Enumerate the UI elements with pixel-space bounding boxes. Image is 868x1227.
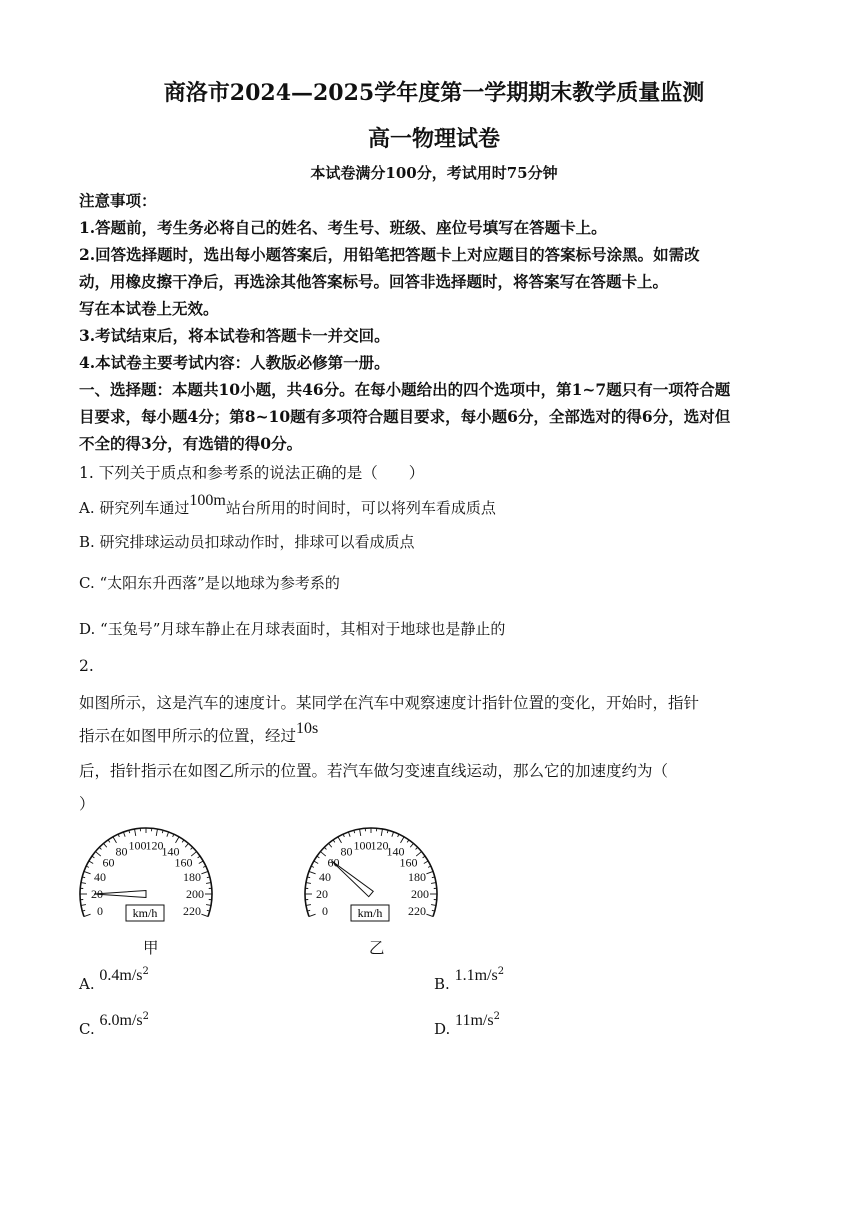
option-a-text-end: 站台所用的时间时，可以将列车看成质点 xyxy=(225,499,496,517)
question-2-option-c xyxy=(79,1011,149,1038)
option-letter: A. xyxy=(79,975,95,993)
note-1: 1.答题前，考生务必将自己的姓名、考生号、班级、座位号填写在答题卡上。 xyxy=(79,218,607,237)
gauge-tick xyxy=(201,914,208,916)
gauge-tick-label: 140 xyxy=(386,844,405,859)
gauge-tick-label: 80 xyxy=(115,844,128,859)
gauge-tick-label: 0 xyxy=(321,903,328,918)
gauge-tick-label: 120 xyxy=(145,838,164,853)
section-1-line-3: 不全的得3分，有选错的得0分。 xyxy=(79,434,303,453)
gauge-tick-label: 40 xyxy=(318,870,331,885)
gauge-tick xyxy=(309,871,316,873)
gauge-tick-label: 40 xyxy=(93,870,106,885)
gauge-tick xyxy=(407,840,409,842)
question-2-option-a xyxy=(79,966,149,993)
note-2-line-1: 2.回答选择题时，选出每小题答案后，用铅笔把答题卡上对应题目的答案标号涂黑。如需改 xyxy=(79,245,700,264)
q2-line-2-text: 指示在如图甲所示的位置，经过 xyxy=(79,727,297,745)
gauge-tick xyxy=(309,914,316,916)
gauge-tick-label: 20 xyxy=(91,887,103,901)
gauge-needle xyxy=(331,861,373,897)
gauge-tick xyxy=(89,861,93,864)
gauge-tick xyxy=(118,834,119,837)
exam-info: 本试卷满分100分，考试用时75分钟 xyxy=(310,164,558,182)
gauge-tick xyxy=(104,843,107,847)
question-1-stem: 1. 下列关于质点和参考系的说法正确的是（ ） xyxy=(79,464,425,482)
gauge-tick xyxy=(206,883,211,884)
gauge-tick xyxy=(199,861,203,864)
question-2-option-d xyxy=(434,1011,500,1038)
gauge-tick xyxy=(203,866,206,867)
question-1-option-a xyxy=(79,492,496,518)
gauge-tick xyxy=(84,914,91,916)
option-letter: D. xyxy=(434,1020,451,1038)
gauge-tick xyxy=(191,847,193,849)
gauge-tick xyxy=(314,861,318,864)
gauge-tick-label: 0 xyxy=(96,903,103,918)
gauge-tick xyxy=(306,883,311,884)
gauge-tick xyxy=(381,829,382,836)
gauge-tick xyxy=(320,852,325,856)
unit-label: km/h xyxy=(357,906,383,920)
gauge-tick xyxy=(392,832,394,837)
gauge-tick-label: 60 xyxy=(327,855,340,870)
gauge-tick xyxy=(398,834,399,837)
gauge-tick xyxy=(431,905,436,906)
option-exponent: 2 xyxy=(493,1011,500,1022)
gauge-tick xyxy=(333,840,335,842)
gauge-tick xyxy=(86,866,89,867)
gauge-tick-label: 160 xyxy=(174,855,193,870)
speedometer-figure-jia xyxy=(74,818,226,930)
section-1-line-2: 目要求，每小题4分；第8~10题有多项符合题目要求，每小题6分，全部选对的得6分，选对但 xyxy=(79,407,731,426)
gauge-tick xyxy=(410,843,413,847)
gauge-tick xyxy=(99,847,101,849)
gauge-tick xyxy=(416,847,418,849)
gauge-jia xyxy=(80,828,212,918)
option-exponent: 2 xyxy=(142,966,149,977)
gauge-tick xyxy=(167,832,169,837)
option-value: 11m/s xyxy=(455,1012,494,1029)
question-2-number: 2. xyxy=(79,657,94,675)
gauge-tick-label: 220 xyxy=(183,903,202,918)
figure-label-yi: 乙 xyxy=(369,939,385,957)
gauge-tick-label: 80 xyxy=(340,844,353,859)
option-exponent: 2 xyxy=(142,1011,149,1022)
option-value: 0.4m/s xyxy=(99,967,143,984)
figure-label-jia: 甲 xyxy=(143,939,159,957)
gauge-tick xyxy=(201,871,208,873)
gauge-tick-label: 180 xyxy=(183,870,202,885)
gauge-tick xyxy=(306,905,311,906)
gauge-tick-label: 100 xyxy=(353,838,372,853)
gauge-tick xyxy=(329,843,332,847)
option-exponent: 2 xyxy=(497,966,505,977)
gauge-tick xyxy=(185,843,188,847)
note-4: 4.本试卷主要考试内容：人教版必修第一册。 xyxy=(79,353,390,372)
gauge-tick xyxy=(173,834,174,837)
question-1-option-c: C. “太阳东升西落”是以地球为参考系的 xyxy=(79,574,340,592)
option-letter: C. xyxy=(79,1020,95,1038)
gauge-tick-label: 60 xyxy=(102,855,115,870)
question-1-option-d: D. “玉兔号”月球车静止在月球表面时，其相对于地球也是静止的 xyxy=(79,620,506,638)
gauge-tick-label: 140 xyxy=(161,844,180,859)
gauge-tick xyxy=(108,840,110,842)
gauge-tick xyxy=(182,840,184,842)
unit-label: km/h xyxy=(132,906,158,920)
gauge-tick xyxy=(311,866,314,867)
question-2-line-4: ） xyxy=(79,795,95,813)
gauge-tick xyxy=(343,834,344,837)
gauge-yi xyxy=(305,828,437,918)
question-1-option-b: B. 研究排球运动员扣球动作时，排球可以看成质点 xyxy=(79,533,415,551)
gauge-tick xyxy=(426,871,433,873)
question-2-line-1: 如图所示，这是汽车的速度计。某同学在汽车中观察速度计指针位置的变化，开始时，指针 xyxy=(79,694,700,712)
gauge-tick-label: 220 xyxy=(408,903,427,918)
gauge-tick xyxy=(113,837,117,843)
q2-time-math: 10s xyxy=(296,720,319,737)
gauge-tick xyxy=(401,837,405,843)
note-3: 3.考试结束后，将本试卷和答题卡一并交回。 xyxy=(79,326,390,345)
gauge-tick-label: 180 xyxy=(408,870,427,885)
gauge-tick xyxy=(348,832,350,837)
gauge-tick xyxy=(338,837,342,843)
gauge-tick-label: 200 xyxy=(411,887,429,901)
gauge-tick xyxy=(81,883,86,884)
gauge-tick xyxy=(324,847,326,849)
gauge-tick xyxy=(135,829,136,836)
gauge-tick-label: 200 xyxy=(186,887,204,901)
gauge-tick xyxy=(123,832,125,837)
speedometer-figure-yi xyxy=(299,818,451,930)
gauge-tick xyxy=(95,852,100,856)
option-letter: B. xyxy=(434,975,450,993)
option-a-math: 100m xyxy=(189,492,226,509)
exam-title: 商洛市2024—2025学年度第一学期期末教学质量监测 xyxy=(163,80,705,106)
section-1-line-1: 一、选择题：本题共10小题，共46分。在每小题给出的四个选项中，第1~7题只有一项符合题 xyxy=(79,380,731,399)
gauge-tick xyxy=(428,866,431,867)
option-value: 1.1m/s xyxy=(454,967,498,984)
option-value: 6.0m/s xyxy=(99,1012,143,1029)
question-2-option-b xyxy=(434,966,505,993)
gauge-tick xyxy=(156,829,157,836)
gauge-tick-label: 120 xyxy=(370,838,389,853)
gauge-tick xyxy=(424,861,428,864)
gauge-tick xyxy=(176,837,180,843)
gauge-tick xyxy=(360,829,361,836)
gauge-tick-label: 100 xyxy=(128,838,147,853)
question-2-line-3: 后，指针指示在如图乙所示的位置。若汽车做匀变速直线运动，那么它的加速度约为（ xyxy=(79,762,669,780)
gauge-tick xyxy=(81,905,86,906)
exam-subtitle: 高一物理试卷 xyxy=(367,126,500,152)
note-2-line-2: 动，用橡皮擦干净后，再选涂其他答案标号。回答非选择题时，将答案写在答题卡上。 xyxy=(79,272,669,291)
gauge-tick xyxy=(426,914,433,916)
note-2-line-3: 写在本试卷上无效。 xyxy=(79,299,219,318)
question-2-line-2 xyxy=(79,720,319,746)
notes-heading: 注意事项： xyxy=(79,191,157,210)
gauge-tick xyxy=(431,883,436,884)
gauge-tick xyxy=(206,905,211,906)
gauge-tick xyxy=(84,871,91,873)
option-a-text-start: A. 研究列车通过 xyxy=(79,499,190,517)
gauge-tick-label: 160 xyxy=(399,855,418,870)
gauge-tick-label: 20 xyxy=(316,887,328,901)
